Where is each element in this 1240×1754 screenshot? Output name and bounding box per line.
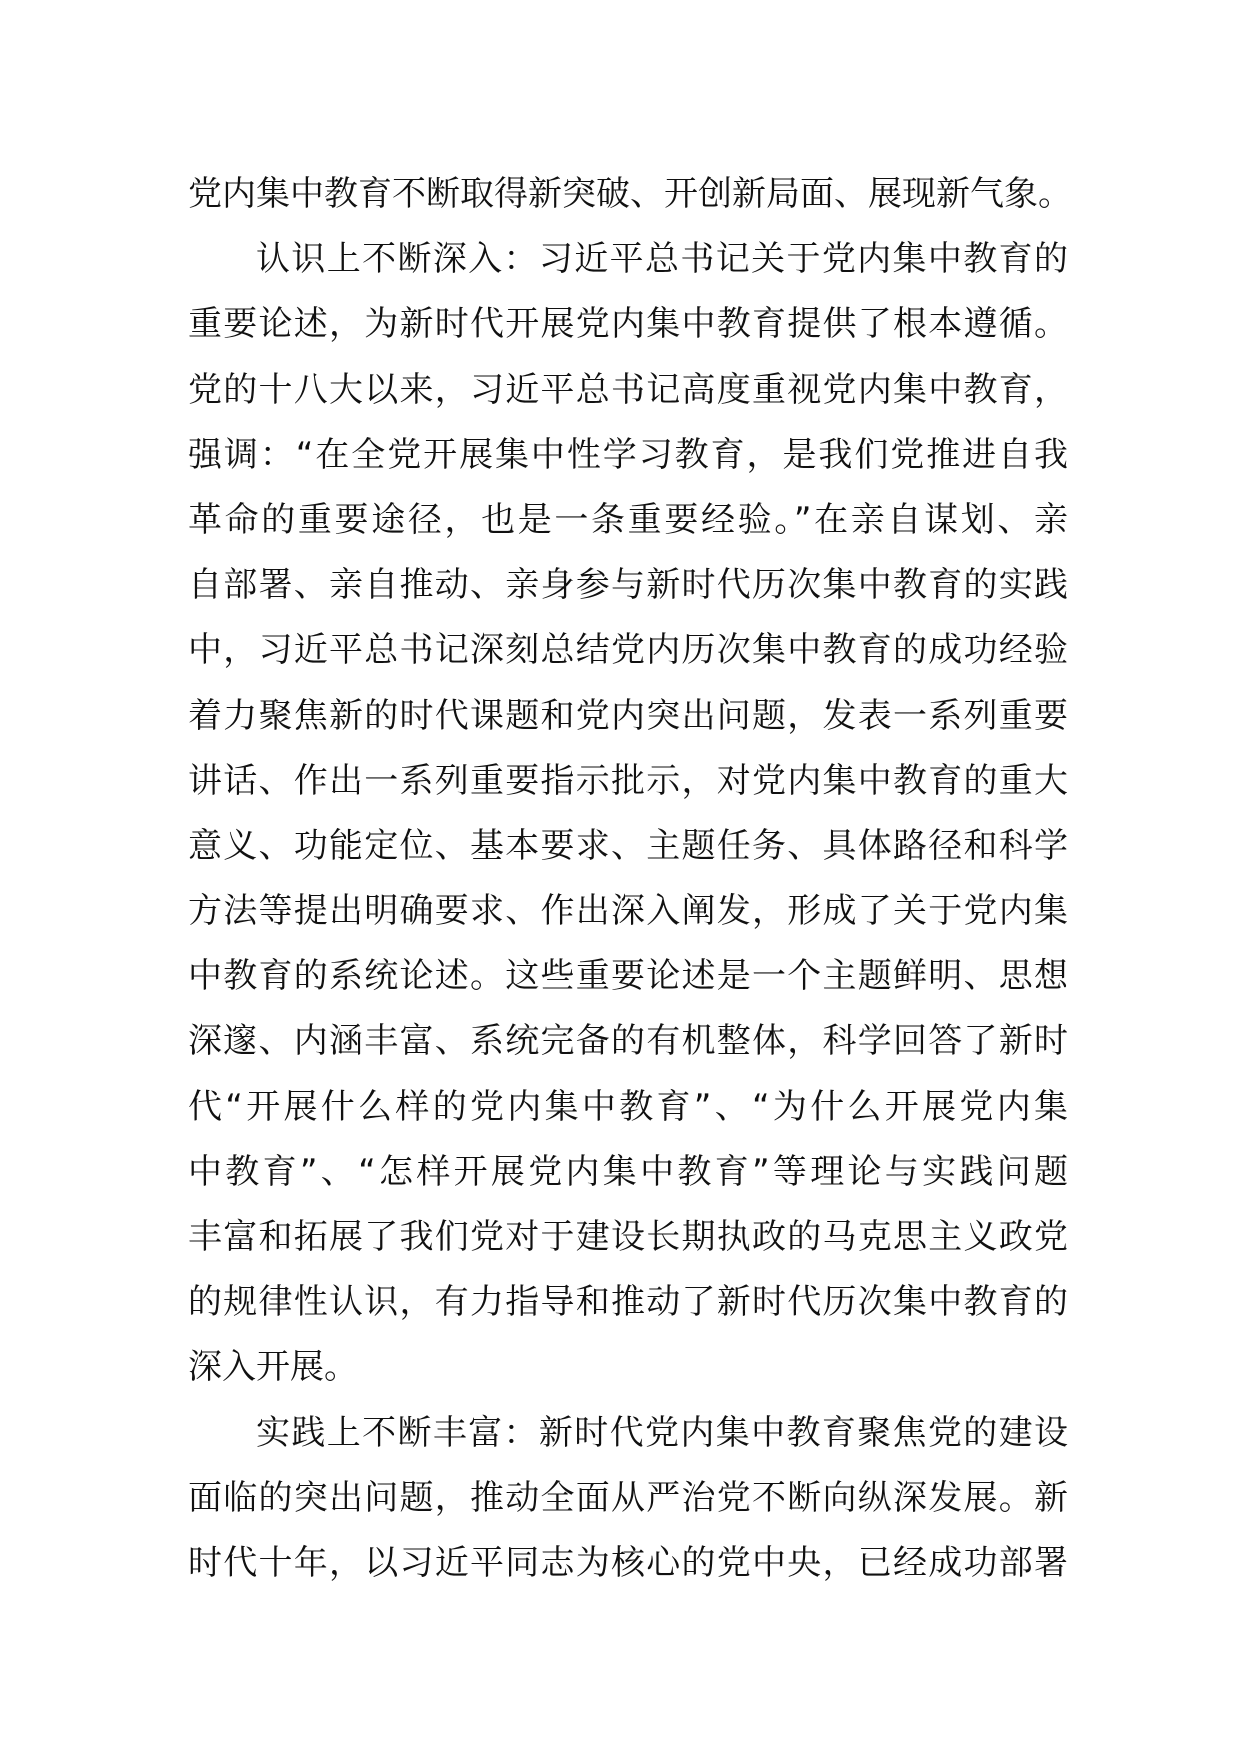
- text-line: 深入开展。: [188, 1347, 358, 1388]
- text-line: 面临的突出问题，推动全面从严治党不断向纵深发展。新: [188, 1477, 1068, 1518]
- text-line: 丰富和拓展了我们党对于建设长期执政的马克思主义政党: [188, 1217, 1068, 1257]
- document-body: [188, 162, 1072, 1596]
- text-line: 中，习近平总书记深刻总结党内历次集中教育的成功经验: [188, 630, 1068, 671]
- text-line: 认识上不断深入：习近平总书记关于党内集中教育的: [256, 239, 1068, 280]
- text-line: 中教育”、“怎样开展党内集中教育”等理论与实践问题: [188, 1151, 1068, 1192]
- text-line: 革命的重要途径，也是一条重要经验。”在亲自谋划、亲: [188, 499, 1068, 540]
- text-line: 党内集中教育不断取得新突破、开创新局面、展现新气象。: [188, 174, 1072, 214]
- text-line: 方法等提出明确要求、作出深入阐发，形成了关于党内集: [188, 891, 1068, 932]
- text-line: 时代十年，以习近平同志为核心的党中央，已经成功部署: [188, 1542, 1068, 1583]
- text-line: 代“开展什么样的党内集中教育”、“为什么开展党内集: [188, 1086, 1068, 1127]
- text-line: 讲话、作出一系列重要指示批示，对党内集中教育的重大: [188, 760, 1068, 801]
- text-line: 党的十八大以来，习近平总书记高度重视党内集中教育，: [188, 369, 1068, 410]
- text-line: 重要论述，为新时代开展党内集中教育提供了根本遵循。: [188, 304, 1068, 345]
- text-line: 实践上不断丰富：新时代党内集中教育聚焦党的建设: [256, 1412, 1068, 1453]
- text-line: 深邃、内涵丰富、系统完备的有机整体，科学回答了新时: [188, 1021, 1068, 1062]
- text-line: 的规律性认识，有力指导和推动了新时代历次集中教育的: [188, 1282, 1068, 1323]
- text-line: 自部署、亲自推动、亲身参与新时代历次集中教育的实践: [188, 565, 1068, 606]
- text-line: 意义、功能定位、基本要求、主题任务、具体路径和科学: [188, 825, 1068, 866]
- text-line: 着力聚焦新的时代课题和党内突出问题，发表一系列重要: [188, 695, 1068, 736]
- text-line: 中教育的系统论述。这些重要论述是一个主题鲜明、思想: [188, 956, 1068, 997]
- text-line: 强调：“在全党开展集中性学习教育，是我们党推进自我: [188, 434, 1068, 475]
